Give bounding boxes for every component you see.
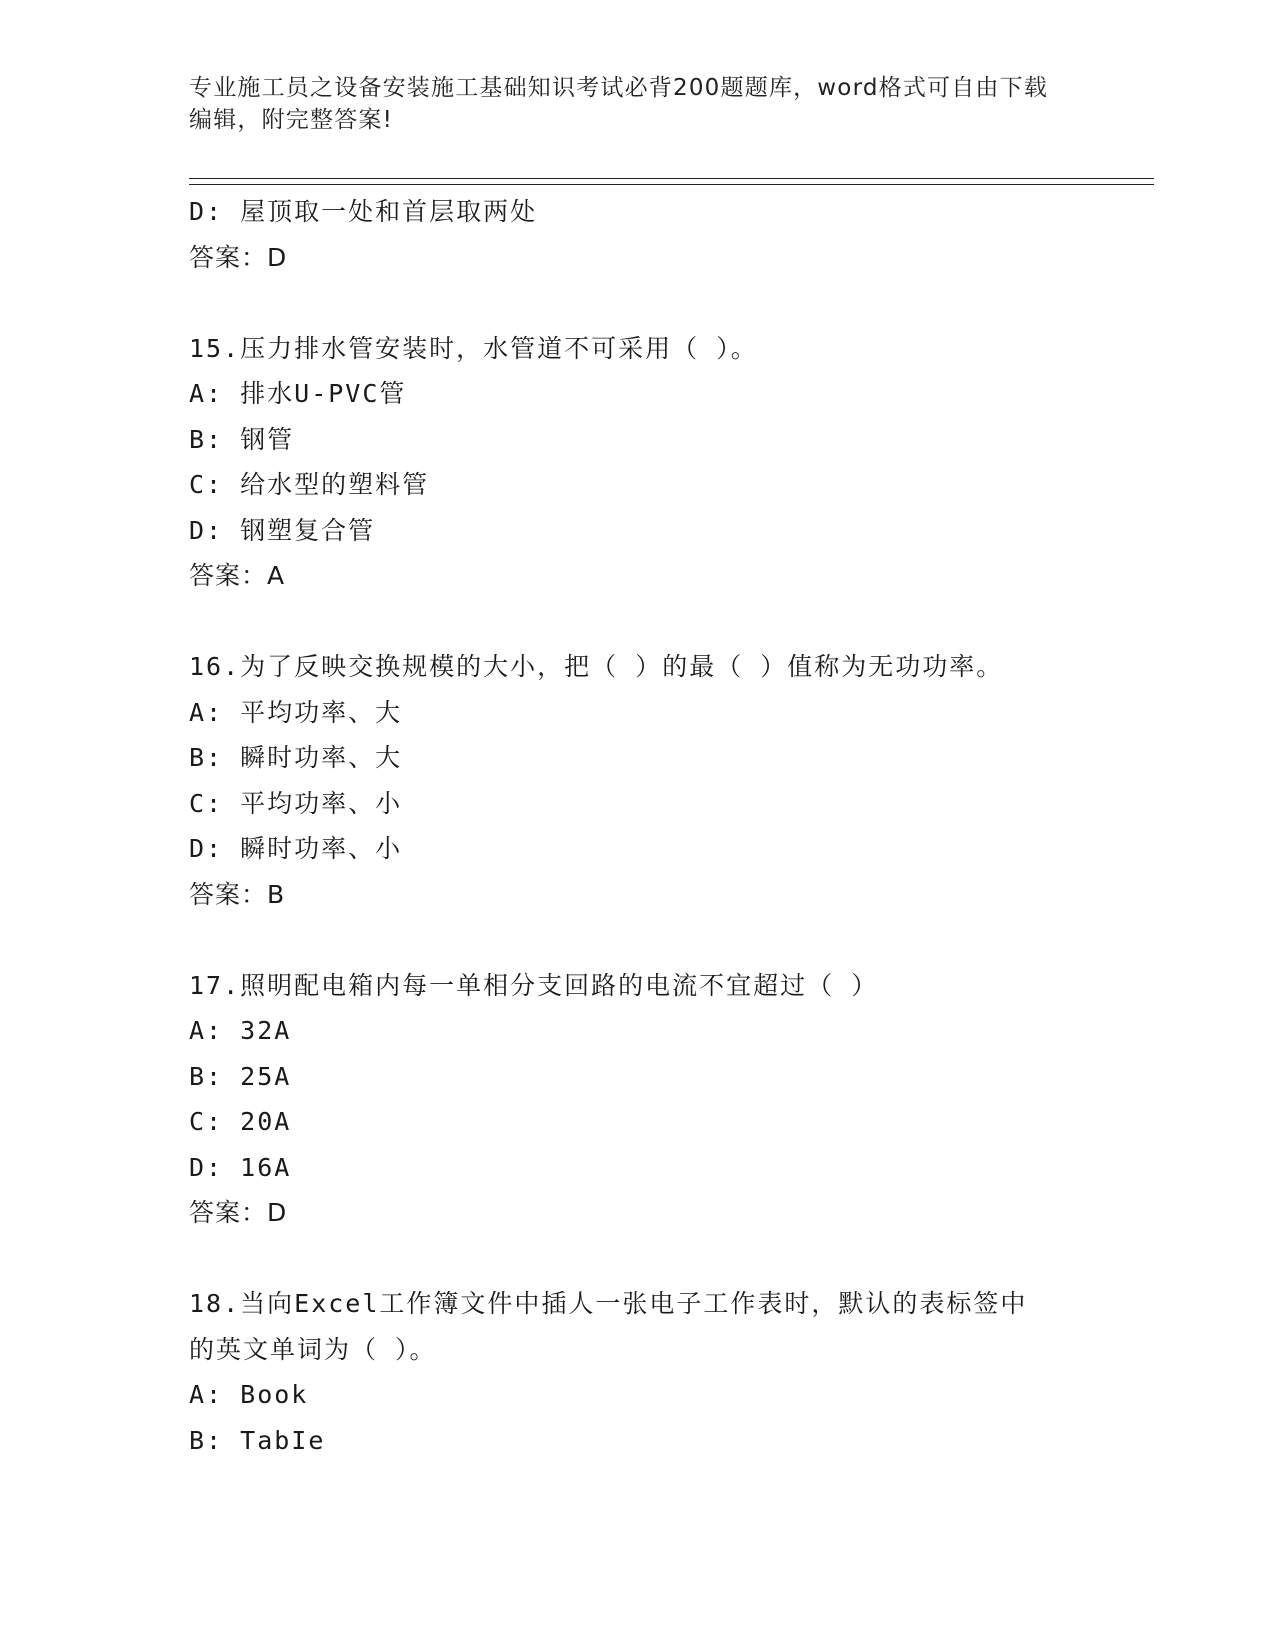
answer-line: 答案：A: [189, 561, 286, 590]
option-a: A: Book: [189, 1380, 309, 1409]
option-a: A: 排水U-PVC管: [189, 379, 407, 408]
option-b: B: 瞬时功率、大: [189, 743, 403, 772]
answer-line: 答案：D: [189, 1198, 288, 1227]
option-b: B: 钢管: [189, 424, 295, 454]
question-stem: 18.当向Excel工作簿文件中插人一张电子工作表时，默认的表标签中: [189, 1289, 1028, 1318]
question-stem: 15.压力排水管安装时，水管道不可采用（ ）。: [189, 333, 758, 363]
spacer: [189, 599, 1154, 645]
option-a: A: 平均功率、大: [189, 697, 403, 727]
spacer: [189, 1236, 1154, 1282]
question-stem: 16.为了反映交换规模的大小，把（ ）的最（ ）值称为无功功率。: [189, 652, 1004, 681]
spacer: [189, 917, 1154, 963]
spacer: [189, 280, 1154, 326]
question-18: [189, 1281, 1154, 1463]
option-b: B: TabIe: [189, 1425, 326, 1455]
question-list: [189, 189, 1154, 1463]
question-17: [189, 963, 1154, 1236]
question-stem: 17.照明配电箱内每一单相分支回路的电流不宜超过（ ）: [189, 970, 879, 1000]
option-b: B: 25A: [189, 1061, 292, 1091]
option-c: C: 20A: [189, 1107, 292, 1136]
option-a: A: 32A: [189, 1016, 292, 1045]
option-d: D: 16A: [189, 1152, 292, 1182]
question-stem-continued: 的英文单词为（ ）。: [189, 1334, 437, 1364]
question-15: [189, 326, 1154, 599]
answer-line: 答案：B: [189, 879, 286, 909]
option-d: D: 钢塑复合管: [189, 515, 376, 545]
header-double-rule: [189, 178, 1154, 185]
question-16: [189, 644, 1154, 917]
answer-line: 答案：D: [189, 242, 288, 272]
option-d: D: 瞬时功率、小: [189, 834, 403, 863]
header-title-line-2: 编辑，附完整答案!: [189, 107, 394, 133]
header-title-line-1: 专业施工员之设备安装施工基础知识考试必背200题题库，word格式可自由下载: [189, 75, 1049, 101]
option-c: C: 给水型的塑料管: [189, 470, 430, 499]
option-c: C: 平均功率、小: [189, 788, 403, 818]
document-header: [189, 72, 1089, 136]
option-d: D: 屋顶取一处和首层取两处: [189, 197, 538, 226]
